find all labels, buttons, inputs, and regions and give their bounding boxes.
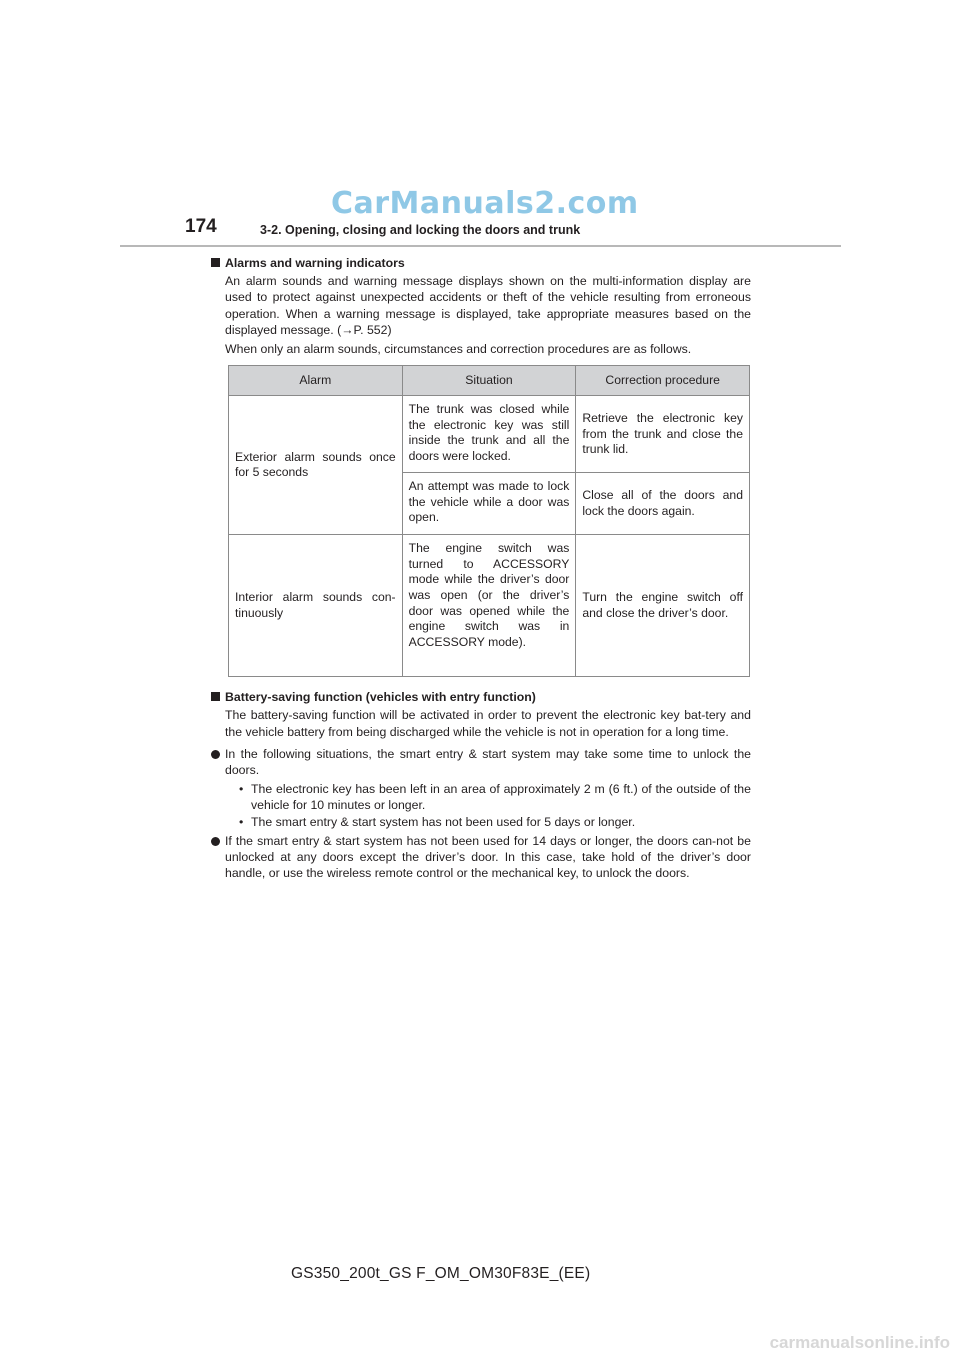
battery-paragraph: The battery-saving function will be activated in order to prevent the electronic key bat-tery and the vehicle battery from being discharged while the vehicle is not in operation for a long time. (225, 708, 751, 739)
carmanualsonline-watermark: carmanualsonline.info (769, 1333, 950, 1352)
bullet-item (211, 746, 751, 778)
situation-cell: The engine switch was turned to ACCESSORY mode while the driver’s door was open (or the driver’s door was opened while the engine switch was in ACCESSORY mode). (402, 535, 576, 677)
alarms-paragraph: An alarm sounds and warning message displays shown on the multi-information display are used to protect against unexpected accidents or theft of the vehicle resulting from erroneous operation. When a warning message is displayed, take appropriate measures based on the displayed message. (→P. 552) (225, 274, 751, 337)
sub-bullet-item (211, 781, 751, 813)
correction-cell: Turn the engine switch off and close the driver’s door. (576, 535, 750, 677)
battery-heading (211, 689, 751, 705)
page-number: 174 (185, 216, 217, 237)
header-divider (120, 245, 841, 247)
sub-bullet-marker: • (239, 782, 244, 797)
carmanuals-watermark-logo: CarManuals2.com (331, 186, 639, 221)
alarms-intro-paragraph: When only an alarm sounds, circumstances and correction procedures are as follows. (225, 342, 692, 357)
situation-cell: An attempt was made to lock the vehicle while a door was open. (402, 473, 576, 535)
battery-heading-text: Battery-saving function (vehicles with entry function) (225, 690, 536, 705)
header-correction: Correction procedure (576, 366, 750, 396)
alarm-table (228, 365, 750, 677)
table-row (229, 396, 750, 473)
alarm-cell-exterior: Exterior alarm sounds once for 5 seconds (229, 396, 403, 535)
sub-bullet-item (211, 814, 751, 830)
section-title: 3-2. Opening, closing and locking the doors and trunk (260, 223, 581, 237)
situation-cell: The trunk was closed while the electronic key was still inside the trunk and all the doors were locked. (402, 396, 576, 473)
sub-bullet-text: The electronic key has been left in an area of approximately 2 m (6 ft.) of the outside of the vehicle for 10 minutes or longer. (251, 782, 751, 813)
round-bullet-icon (211, 837, 220, 846)
table-header-row (229, 366, 750, 396)
bullet-text: In the following situations, the smart entry & start system may take some time to unlock the doors. (225, 746, 751, 778)
square-bullet-icon (211, 258, 220, 267)
alarms-heading (211, 255, 751, 271)
document-code: GS350_200t_GS F_OM_OM30F83E_(EE) (291, 1265, 591, 1282)
square-bullet-icon (211, 692, 220, 701)
correction-cell: Close all of the doors and lock the doors again. (576, 473, 750, 535)
bullet-item (211, 833, 751, 882)
alarms-heading-text: Alarms and warning indicators (225, 256, 405, 270)
page-content (211, 255, 751, 884)
sub-bullet-text: The smart entry & start system has not been used for 5 days or longer. (251, 814, 636, 829)
header-alarm: Alarm (229, 366, 403, 396)
alarm-cell-interior: Interior alarm sounds con-tinuously (229, 535, 403, 677)
table-row (229, 535, 750, 677)
header-situation: Situation (402, 366, 576, 396)
sub-bullet-marker: • (239, 814, 244, 829)
bullet-text: If the smart entry & start system has not been used for 14 days or longer, the doors can-not be unlocked at any doors except the driver’s door. In this case, take hold of the driver’s door handle, or use the wireless remote control or the mechanical key, to unlock the doors. (225, 833, 751, 881)
round-bullet-icon (211, 750, 220, 759)
correction-cell: Retrieve the electronic key from the trunk and close the trunk lid. (576, 396, 750, 473)
